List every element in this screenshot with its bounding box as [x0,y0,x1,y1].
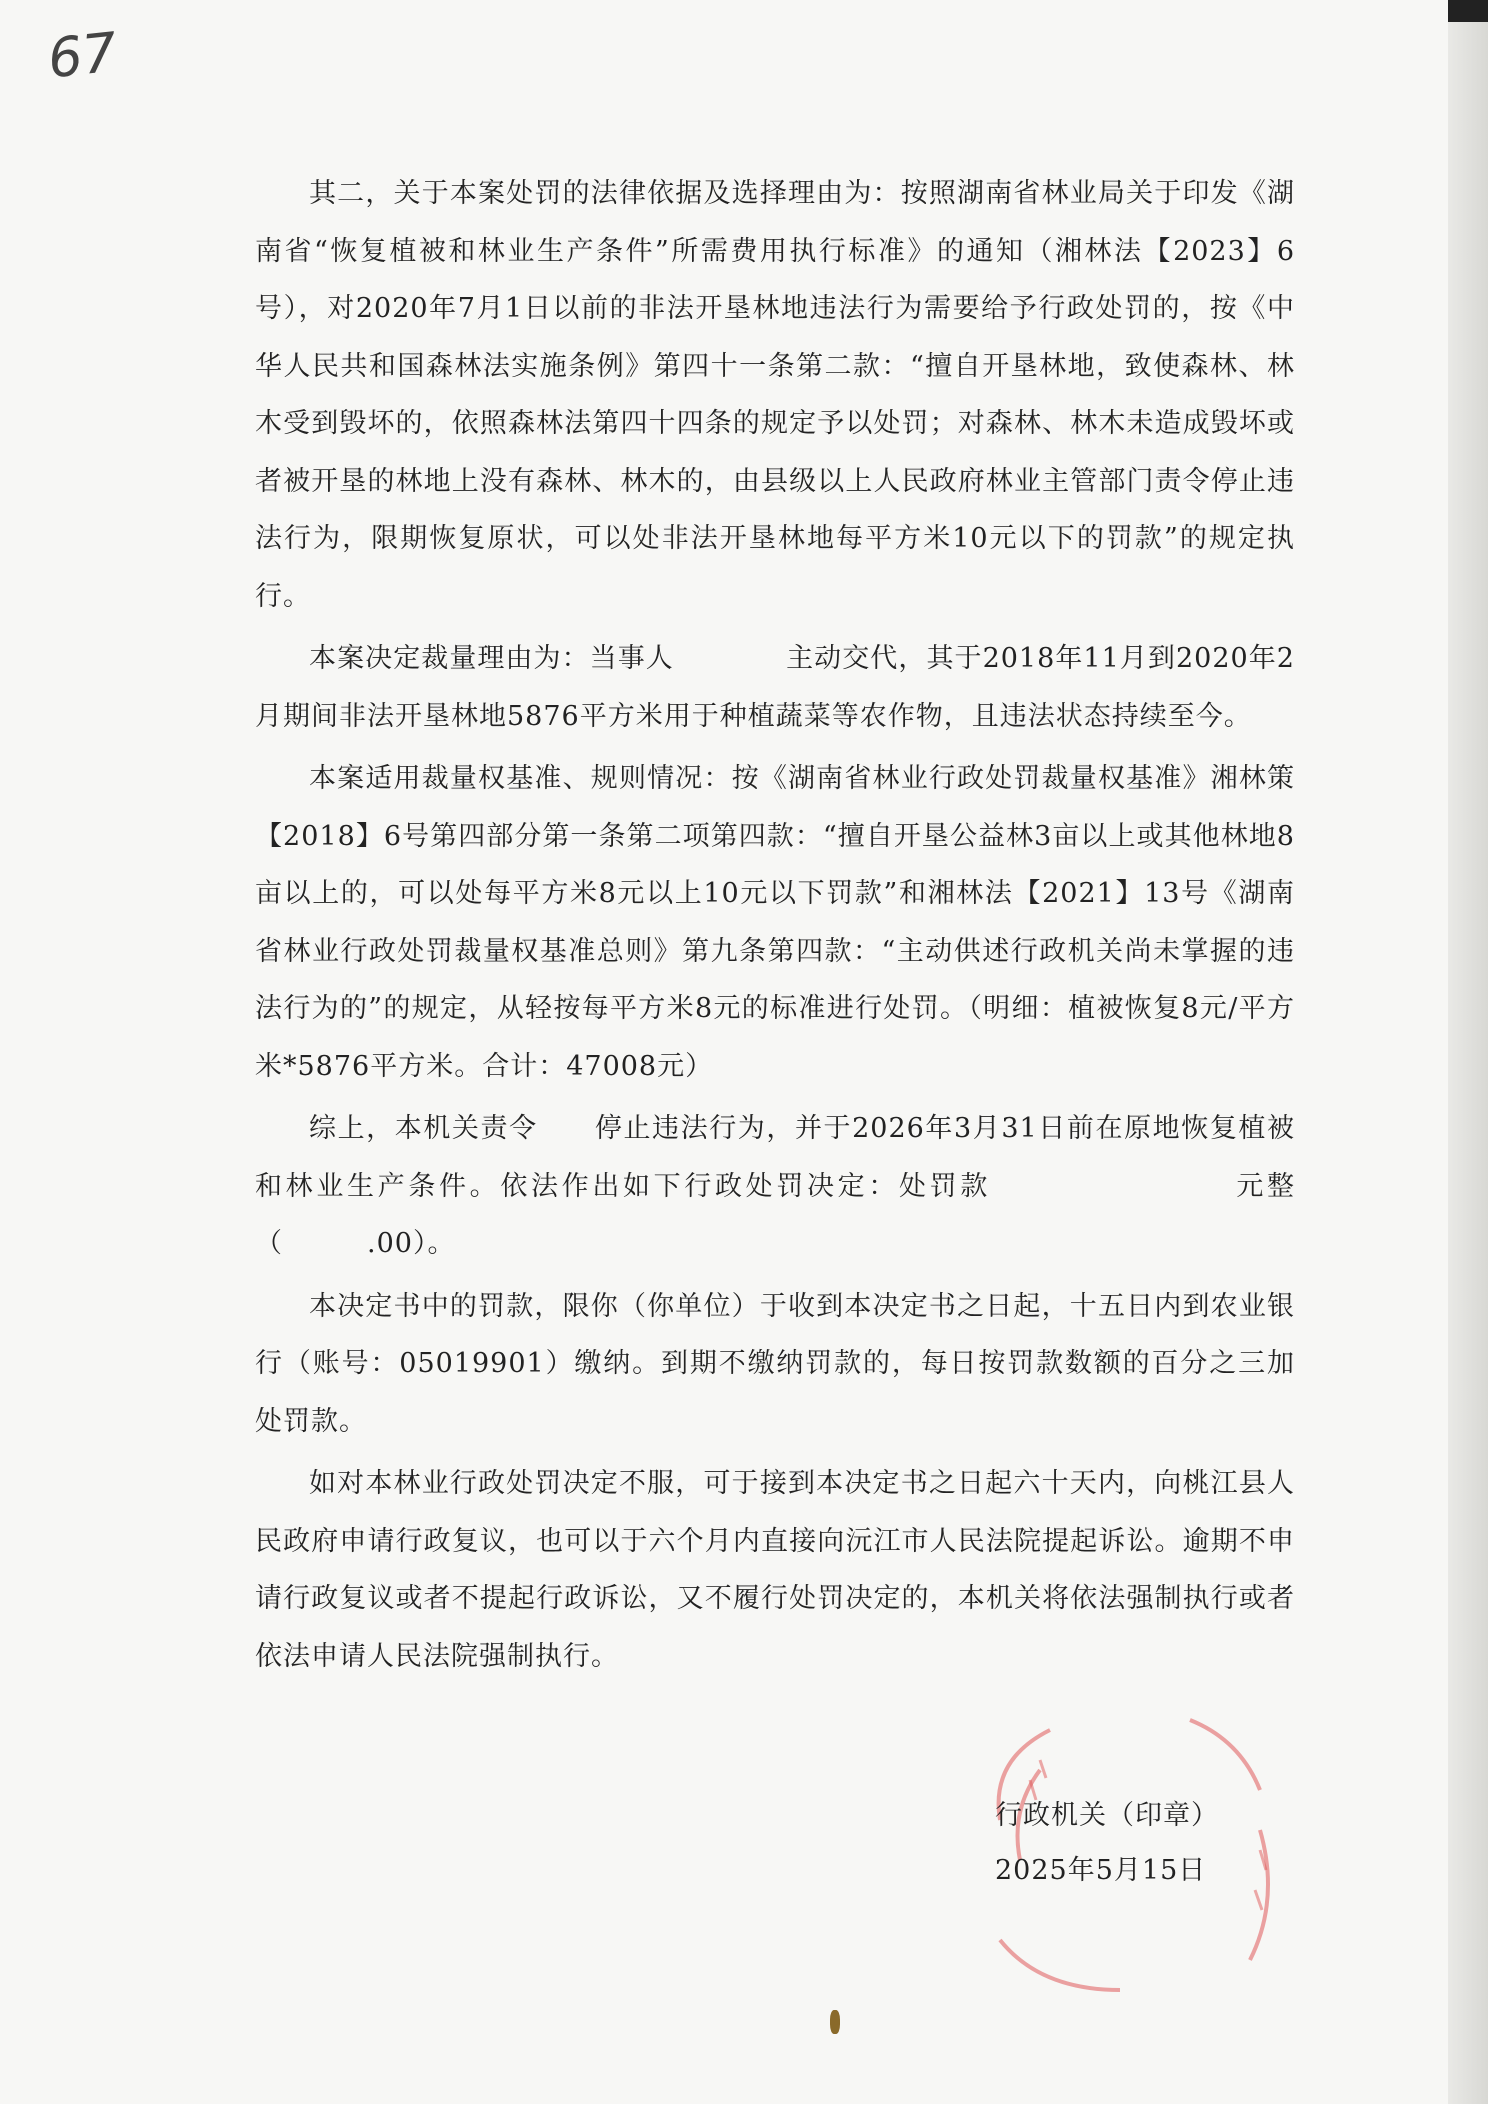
page-number: 67 [44,20,120,91]
issuing-authority: 行政机关（印章） [995,1800,1219,1831]
paragraph-decision: 综上，本机关责令 停止违法行为，并于2026年3月31日前在原地恢复植被和林业生产条件。依法作出如下行政处罚决定：处罚款 元整（ .00）。 [255,1113,1295,1259]
page-edge [1448,0,1488,2104]
scan-mark [830,2010,840,2034]
issue-date: 2025年5月15日 [995,1855,1207,1886]
paragraph-legal-basis: 其二，关于本案处罚的法律依据及选择理由为：按照湖南省林业局关于印发《湖南省“恢复植被和林业生产条件”所需费用执行标准》的通知（湘林法【2023】6号），对2020年7月1日以前的非法开垦林地违法行为需要给予行政处罚的，按《中华人民共和国森林法实施条例》第四十一条第二款：“擅自开垦林地，致使森林、林木受到毁坏的，依照森林法第四十四条的规定予以处罚；对森林、林木未造成毁坏或者被开垦的林地上没有森林、林木的，由县级以上人民政府林业主管部门责令停止违法行为，限期恢复原状，可以处非法开垦林地每平方米10元以下的罚款”的规定执行。 [255,178,1295,612]
document-body [255,165,1295,1690]
paragraph-discretion-standard: 本案适用裁量权基准、规则情况：按《湖南省林业行政处罚裁量权基准》湘林策【2018】6号第四部分第一条第二项第四款：“擅自开垦公益林3亩以上或其他林地8亩以上的，可以处每平方米8元以上10元以下罚款”和湘林法【2021】13号《湖南省林业行政处罚裁量权基准总则》第九条第四款：“主动供述行政机关尚未掌握的违法行为的”的规定，从轻按每平方米8元的标准进行处罚。（明细：植被恢复8元/平方米*5876平方米。合计：47008元） [255,763,1295,1082]
paragraph-payment: 本决定书中的罚款，限你（你单位）于收到本决定书之日起，十五日内到农业银行（账号：05019901）缴纳。到期不缴纳罚款的，每日按罚款数额的百分之三加处罚款。 [255,1290,1295,1437]
corner-mark [1448,0,1488,22]
paragraph-appeal: 如对本林业行政处罚决定不服，可于接到本决定书之日起六十天内，向桃江县人民政府申请行政复议，也可以于六个月内直接向沅江市人民法院提起诉讼。逾期不申请行政复议或者不提起行政诉讼，又不履行处罚决定的，本机关将依法强制执行或者依法申请人民法院强制执行。 [255,1468,1295,1672]
paragraph-discretion-reason: 本案决定裁量理由为：当事人 主动交代，其于2018年11月到2020年2月期间非法开垦林地5876平方米用于种植蔬菜等农作物，且违法状态持续至今。 [255,643,1295,732]
